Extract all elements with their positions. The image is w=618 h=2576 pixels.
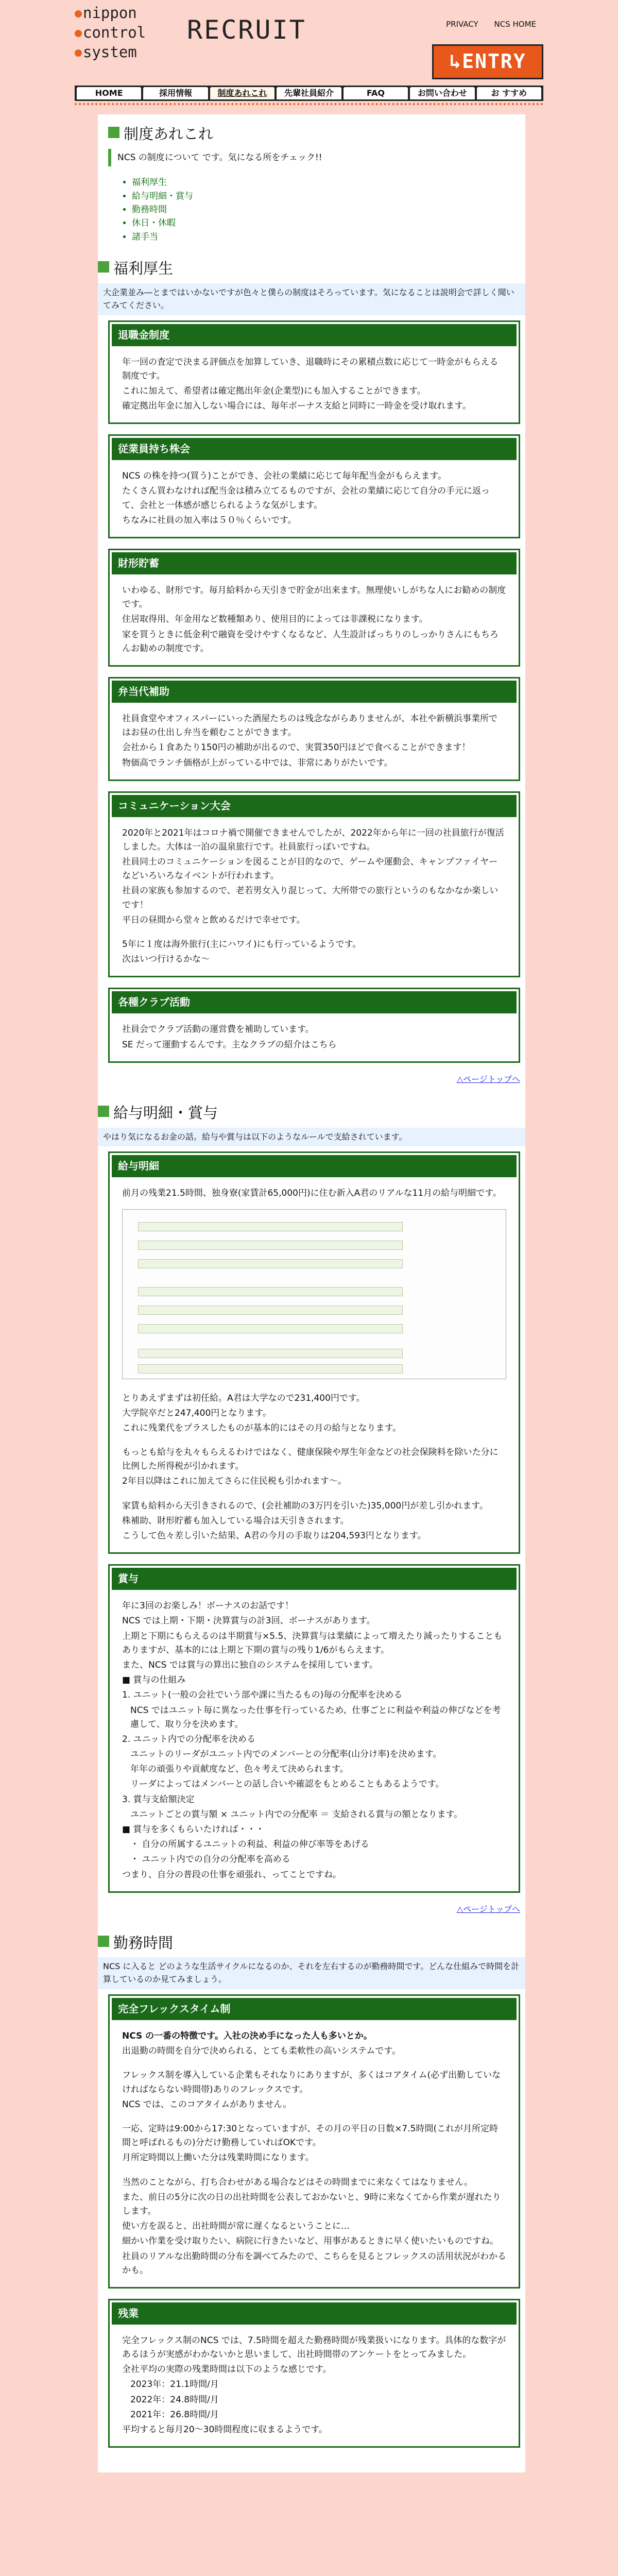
page-intro: NCS の制度について です。気になる所をチェック!! [108,149,515,166]
card-text: 大学院卒だと247,400円となります。 [122,1408,271,1418]
club-card [108,988,520,1062]
card-title: 賞与 [112,1568,517,1590]
card-text: 5年に１度は海外旅行(主にハワイ)にも行っているようです。 [122,939,362,950]
card-text: これに加えて、希望者は確定拠出年金(企業型)にも加入することができます。 [122,385,426,396]
card-text: とりあえずまずは初任給。A君は大学なので231,400円です。 [122,1393,365,1403]
card-text: また、前日の5分に次の日の出社時間を公表しておかないと、9時に来なくてから作業が遅れたりします。 [122,2192,501,2216]
nav-faq[interactable]: FAQ [344,87,408,99]
privacy-link[interactable]: PRIVACY [446,20,478,29]
logo-line: control [83,24,146,41]
toc-item[interactable]: • 福利厚生 [132,176,515,189]
card-text: また、NCS では賞与の算出に独自のシステムを採用しています。 [122,1659,378,1670]
nav-contact[interactable]: お問い合わせ [410,87,474,99]
card-text: 確定拠出年金に加入しない場合には、毎年ボーナス支給と同時に一時金を受け取れます。 [122,401,471,412]
card-title: 完全フレックスタイム制 [112,1998,517,2020]
card-text: 社員の家族も参加するので、老若男女入り混じって、大所帯での旅行というのもなかなか楽しいです！ [122,886,499,910]
table-of-contents [127,176,515,244]
ncs-home-link[interactable]: NCS HOME [494,20,536,29]
card-text: 2023年：21.1時間/月 [130,2379,219,2390]
payslip-card [108,1151,520,1554]
card-text: たくさん買わなければ配当金は積み立てるものですが、会社の業績に応じて自分の手元に返って、会社と一体感が感じられるような気がします。 [122,486,490,511]
card-text: 物価高でランチ価格が上がっている中では、非常にありがたいです。 [122,757,393,768]
card-text: 家を買うときに低金利で融資を受けやすくなるなど、人生設計ばっちりのしっかりさんにもちろんお勧めの制度です。 [122,629,499,654]
toc-item[interactable]: • 勤務時間 [132,203,515,216]
payslip-row [138,1306,403,1315]
card-subheading: ■ 賞与を多くもらいたければ・・・ [122,1824,265,1835]
card-text: もっとも給与を丸々もらえるわけではなく、健康保険や厚生年金などの社会保険料を除いた分に比例した所得税が引かれます。 [122,1447,499,1472]
header-links [433,19,536,30]
card-text: 1. ユニット(一般の会社でいう部や課に当たるもの)毎の分配率を決める [122,1690,403,1701]
lunch-card [108,677,520,781]
welfare-desc: 大企業並み―とまではいかないですが色々と僕らの制度はそろっています。気になることは説明会で詳しく聞いてみてください。 [98,283,525,315]
card-text: 前月の残業21.5時間、独身寮(家賃計65,000円)に住む新入A君のリアルな11月の給与明細です。 [122,1188,502,1199]
entry-button[interactable]: ↳ENTRY [432,44,543,79]
nav-senior-staff[interactable]: 先輩社員紹介 [277,87,341,99]
card-text: こうして色々差し引いた結果、A君の今月の手取りは204,593円となります。 [122,1531,426,1541]
card-text: 一応、定時は9:00から17:30となっていますが、その月の平日の日数×7.5時間(これが月所定時間と呼ばれるもの)分だけ勤務していればOKです。 [122,2124,499,2148]
card-text: ユニットのリーダがユニット内でのメンバーとの分配率(山分け率)を決めます。 [130,1749,442,1760]
payslip-image [122,1209,506,1379]
card-text: 社員同士のコミュニケーションを図ることが目的なので、ゲームや運動会、キャンプファイヤーなどいろいろなイベントが行われます。 [122,857,498,882]
recruit-title: RECRUIT [187,15,306,45]
toc-item[interactable]: • 給与明細・賞与 [132,190,515,203]
card-text: 家賃も給料から天引きされるので、(会社補助の3万円を引いた)35,000円が差し引かれます。 [122,1500,488,1511]
payslip-row [138,1259,403,1268]
card-text: ・ 自分の所属するユニットの利益、利益の伸び率等をあげる [130,1839,369,1850]
card-text: 会社から１食あたり150円の補助が出るので、実質350円ほどで食べることができます！ [122,742,471,753]
card-text: フレックス制を導入している企業もそれなりにありますが、多くはコアタイム(必ず出勤していなければならない時間帯)ありのフレックスです。 [122,2070,501,2095]
card-text: 社員のリアルな出勤時間の分布を調べてみたので、こちらを見るとフレックスの活用状況がわかるかも。 [122,2251,506,2276]
back-to-top-link[interactable]: △ページトップへ [456,1904,520,1914]
payslip-row [138,1364,403,1374]
card-text: 細かい作業を受け取りたい、病院に行きたいなど、用事があるときに早く使いたいものですね。 [122,2236,499,2247]
page-title: 制度あれこれ [108,123,515,146]
card-text: 2020年と2021年はコロナ禍で開催できませんでしたが、2022年から年に一回の社員旅行が復活しました。大体は一泊の温泉旅行です。社員旅行っぽいですね。 [122,827,504,852]
card-text: 月所定時間以上働いた分は残業時間になります。 [122,2153,314,2163]
payslip-row [138,1222,403,1231]
nav-systems[interactable]: 制度あれこれ [210,87,274,99]
entry-label: ENTRY [462,50,526,73]
card-subheading: ■ 賞与の仕組み [122,1675,186,1686]
card-text: ユニットごとの賞与額 × ユニット内での分配率 ＝ 支給される賞与の額となります。 [130,1809,463,1820]
card-title: 給与明細 [112,1155,517,1177]
savings-card [108,549,520,667]
card-text: ・ ユニット内での自分の分配率を高める [130,1854,290,1865]
payslip-row [138,1349,403,1358]
card-text: 次はいつ行けるかな～ [122,954,210,965]
card-text: 完全フレックス制のNCS では、7.5時間を超えた勤務時間が残業扱いになります。具体的な数字があるほうが実感がわかないかと思いまして、出社時間帯のアンケートをとってみました。 [122,2335,506,2360]
worktime-desc: NCS に入ると どのような生活サイクルになるのか、それを左右するのが勤務時間です。どんな仕組みで時間を計算しているのか見てみましょう。 [98,1957,525,1989]
salary-desc: やはり気になるお金の話。給与や賞与は以下のようなルールで支給されています。 [98,1128,525,1147]
card-title: 従業員持ち株会 [112,438,517,460]
card-title: 残業 [112,2302,517,2325]
card-text: 2年目以降はこれに加えてさらに住民税も引かれます～。 [122,1476,347,1487]
payslip-row [138,1287,403,1296]
payslip-row [138,1324,403,1333]
toc-item[interactable]: • 休日・休暇 [132,216,515,230]
main-nav [75,86,543,101]
card-text: これに残業代をプラスしたものが基本的にはその月の給与となります。 [122,1422,402,1433]
card-text: いわゆる、財形です。毎月給料から天引きで貯金が出来ます。無理使いしがちな人にお勧めの制度です。 [122,585,506,610]
logo-dot-icon [75,30,82,37]
card-text: 3. 賞与支給額決定 [122,1794,195,1805]
card-text: 年年の頑張りや貢献度など、色々考えて決められます。 [130,1764,349,1775]
card-text: 全社平均の実際の残業時間は以下のような感じです。 [122,2364,332,2375]
logo-dot-icon [75,49,82,57]
nav-recommend[interactable]: お すすめ [477,87,541,99]
card-text: NCS では上期・下期・決算賞与の計3回、ボーナスがあります。 [122,1616,375,1626]
divider [75,103,543,105]
nav-home[interactable]: HOME [77,87,141,99]
stock-card [108,434,520,538]
retirement-card [108,320,520,425]
card-text: NCS ではユニット毎に異なった仕事を行っているため、仕事ごとに利益や利益の伸びなどを考慮して、取り分を決めます。 [130,1705,501,1730]
card-text: 社員食堂やオフィスパーにいった酒屋たちのは残念ながらありませんが、本社や新横浜事業所ではお昼の仕出し弁当を頼むことができます。 [122,713,498,738]
card-title: 各種クラブ活動 [112,991,517,1013]
card-text: リーダによってはメンバーとの話し合いや確認をもとめることもあるようです。 [130,1779,444,1790]
card-text: SE だって運動するんです。主なクラブの紹介はこちら [122,1039,337,1050]
card-text: 上期と下期にもらえるのは半期賞与×5.5、決算賞与は業績によって増えたり減ったりすることもありますが、基本的には上期と下期の賞与の残り1/6がもらえます。 [122,1631,503,1655]
company-logo[interactable] [75,3,146,62]
bonus-card [108,1564,520,1893]
card-title: 財形貯蓄 [112,552,517,574]
logo-line: nippon [83,4,137,22]
salary-heading: 給与明細・賞与 [98,1101,525,1125]
logo-line: system [83,43,137,61]
logo-dot-icon [75,10,82,18]
card-title: 弁当代補助 [112,681,517,703]
nav-recruit-info[interactable]: 採用情報 [143,87,208,99]
worktime-heading: 勤務時間 [98,1931,525,1955]
site-header [75,0,543,82]
card-text: つまり、自分の普段の仕事を頑張れ、ってことですね。 [122,1869,342,1880]
communication-card [108,791,520,978]
card-text: NCS では、このコアタイムがありません。 [122,2099,292,2110]
welfare-heading: 福利厚生 [98,257,525,280]
card-text: 株補助、財形貯蓄も加入している場合は天引きされます。 [122,1515,349,1526]
card-text: 平均すると毎月20～30時間程度に収まるようです。 [122,2425,328,2435]
card-text: 住居取得用、年金用など数種類あり、使用目的によっては非課税になります。 [122,614,428,625]
back-to-top-link[interactable]: △ページトップへ [456,1074,520,1084]
flex-card [108,1994,520,2289]
card-text: 当然のことながら、打ち合わせがある場合などはその時間までに来なくてはなりません。 [122,2177,473,2188]
card-text: NCS の一番の特徴です。入社の決め手になった人も多いとか。 [122,2031,372,2042]
card-text: 使い方を誤ると、出社時間が常に遅くなるということに… [122,2221,350,2232]
main-content [98,114,525,2472]
card-text: 出退勤の時間を自分で決められる、とても柔軟性の高いシステムです。 [122,2046,401,2057]
card-title: 退職金制度 [112,324,517,346]
card-text: 2. ユニット内での分配率を決める [122,1734,255,1744]
card-title: コミュニケーション大会 [112,795,517,817]
card-text: 平日の昼間から堂々と飲めるだけで幸せです。 [122,914,305,925]
card-text: 2021年：26.8時間/月 [130,2409,219,2420]
payslip-row [138,1241,403,1250]
card-text: 年に3回のお楽しみ！ボーナスのお話です！ [122,1601,294,1612]
card-text: ちなみに社員の加入率は５０％くらいです。 [122,515,297,526]
toc-item[interactable]: • 諸手当 [132,230,515,244]
card-text: NCS の株を持つ(買う)ことができ、会社の業績に応じて毎年配当金がもらえます。 [122,471,447,482]
card-text: 社員会でクラブ活動の運営費を補助しています。 [122,1024,314,1035]
card-text: 年一回の査定で決まる評価点を加算していき、退職時にその累積点数に応じて一時金がもらえる制度です。 [122,357,499,381]
card-text: 2022年：24.8時間/月 [130,2394,219,2405]
overtime-card [108,2299,520,2448]
